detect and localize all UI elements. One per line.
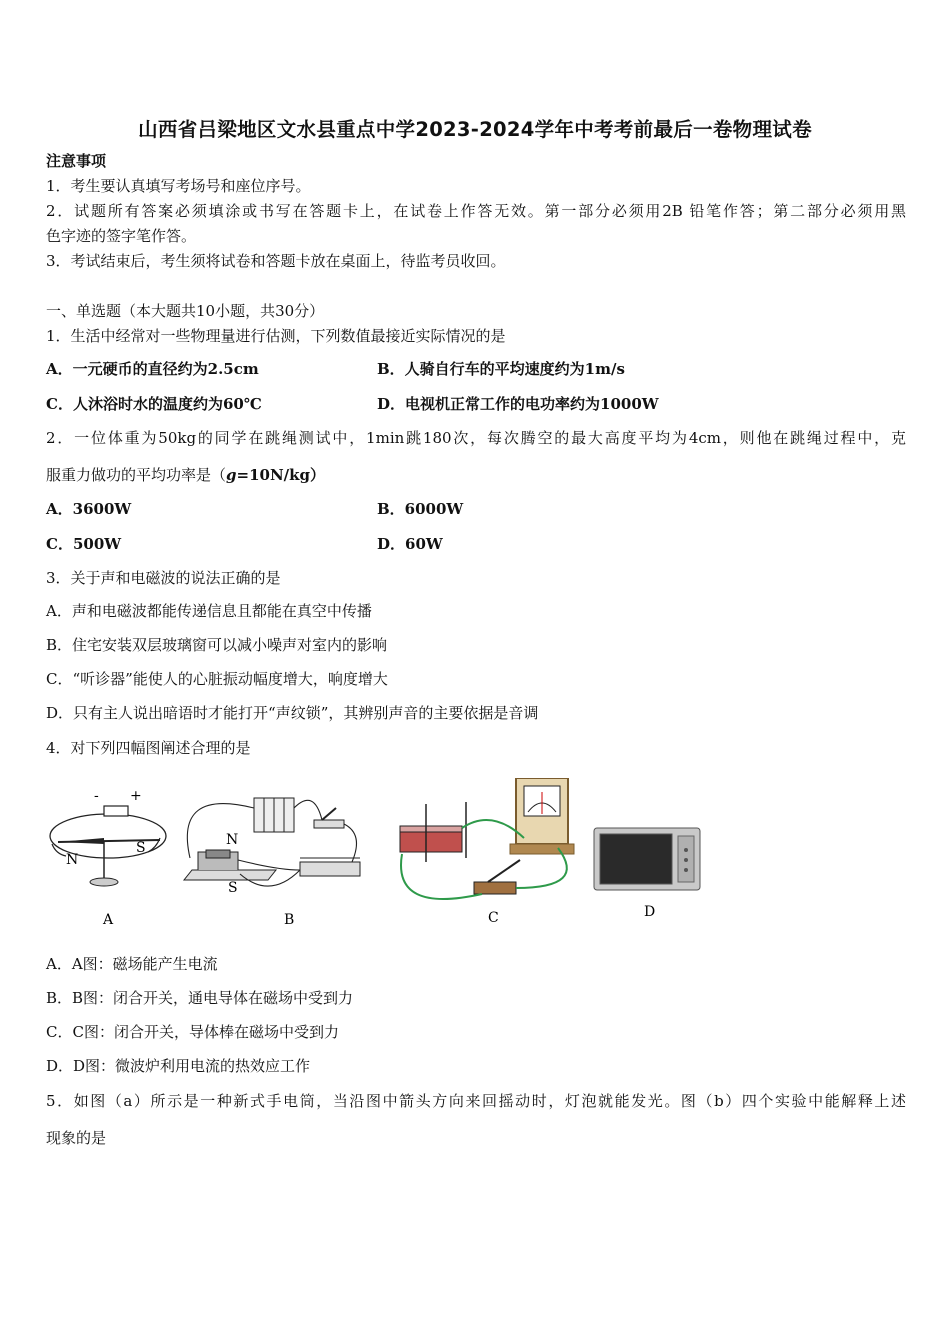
section-heading: 一、单选题（本大题共10小题，共30分）: [46, 302, 325, 320]
q2-stem-part: 服重力做功的平均功率是（: [46, 466, 227, 484]
notice-item-2-cont: 色字迹的签字笔作答。: [46, 227, 197, 245]
fig-c-label: C: [488, 910, 499, 926]
q4-figure: [38, 778, 718, 938]
fig-a-s: S: [136, 840, 146, 856]
q4-stem: 4．对下列四幅图阐述合理的是: [46, 739, 251, 757]
fig-a-minus: -: [94, 788, 99, 804]
q4-figure-drawing: [38, 778, 718, 938]
fig-a-plus: +: [130, 788, 142, 804]
q1-option-c: C．人沐浴时水的温度约为60℃: [46, 395, 262, 413]
q3-option-d: D．只有主人说出暗语时才能打开“声纹锁”，其辨别声音的主要依据是音调: [46, 704, 539, 722]
page-title: 山西省吕梁地区文水县重点中学2023-2024学年中考考前最后一卷物理试卷: [138, 118, 812, 141]
q2-option-c: C．500W: [46, 535, 122, 553]
fig-a-n: N: [66, 852, 79, 868]
q2-option-d: D．60W: [377, 535, 443, 553]
q4-option-a: A．A图：磁场能产生电流: [46, 955, 218, 973]
q2-g-symbol: g: [226, 466, 237, 484]
q1-option-b: B．人骑自行车的平均速度约为1m/s: [377, 360, 625, 378]
q5-stem-line2: 现象的是: [46, 1129, 107, 1147]
q2-stem-line2: [46, 465, 906, 485]
q1-option-a: A．一元硬币的直径约为2.5cm: [46, 360, 259, 378]
q4-option-b: B．B图：闭合开关，通电导体在磁场中受到力: [46, 989, 354, 1007]
fig-b-n: N: [226, 832, 239, 848]
q3-stem: 3．关于声和电磁波的说法正确的是: [46, 569, 281, 587]
figure-a-compass: [50, 806, 166, 886]
q3-option-c: C．“听诊器”能使人的心脏振动幅度增大，响度增大: [46, 670, 388, 688]
q2-option-a: A．3600W: [46, 500, 132, 518]
q3-option-a: A．声和电磁波都能传递信息且都能在真空中传播: [46, 602, 372, 620]
q2-option-b: B．6000W: [377, 500, 464, 518]
fig-d-label: D: [644, 904, 656, 920]
notice-heading: 注意事项: [46, 152, 107, 170]
q1-option-d: D．电视机正常工作的电功率约为1000W: [377, 395, 659, 413]
figure-c-circuit: [400, 778, 574, 899]
q5-stem-line1: 5．如图（a）所示是一种新式手电筒，当沿图中箭头方向来回摇动时，灯泡就能发光。图（b）四个实验中能解释上述: [46, 1092, 906, 1110]
fig-a-label: A: [103, 912, 114, 928]
notice-item-2: 2．试题所有答案必须填涂或书写在答题卡上，在试卷上作答无效。第一部分必须用2B 铅笔作答；第二部分必须用黑: [46, 202, 906, 220]
q4-option-d: D．D图：微波炉利用电流的热效应工作: [46, 1057, 311, 1075]
q1-stem: 1．生活中经常对一些物理量进行估测，下列数值最接近实际情况的是: [46, 327, 506, 345]
q4-option-c: C．C图：闭合开关，导体棒在磁场中受到力: [46, 1023, 339, 1041]
q3-option-b: B．住宅安装双层玻璃窗可以减小噪声对室内的影响: [46, 636, 388, 654]
figure-b-circuit: [184, 798, 360, 886]
fig-b-label: B: [284, 912, 295, 928]
q2-stem-line1: 2．一位体重为50kg的同学在跳绳测试中，1min跳180次，每次腾空的最大高度平均为4cm，则他在跳绳过程中，克: [46, 429, 906, 447]
q2-stem-unit: =10N/kg）: [236, 466, 326, 484]
fig-b-s: S: [228, 880, 238, 896]
notice-item-3: 3．考试结束后，考生须将试卷和答题卡放在桌面上，待监考员收回。: [46, 252, 506, 270]
figure-d-microwave: [594, 828, 700, 890]
notice-item-1: 1．考生要认真填写考场号和座位序号。: [46, 177, 311, 195]
